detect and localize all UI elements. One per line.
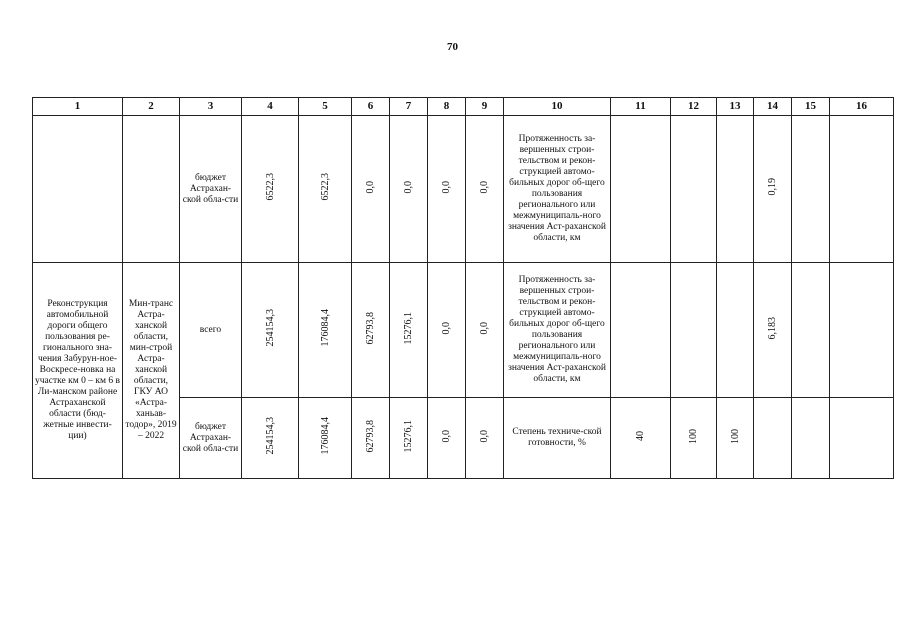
- empty-cell: [792, 398, 830, 479]
- value-cell: [671, 398, 717, 479]
- indicator-cell: Протяженность за-вершенных строи-тельством и рекон-струкцией автомо-бильных дорог об-щего пользования регионального или межмуниципаль-ного значения Аст-раханской области, км: [504, 116, 611, 263]
- value-cell: [466, 263, 504, 398]
- column-header: 9: [466, 98, 504, 116]
- project-name-cell: Реконструкция автомобильной дороги общего пользования ре-гионального зна-чения Забурун-ное-Воскресе-новка на участке км 0 – км 6 в Ли-манском районе Астраханской области (бюд-жетные инвести-ции): [33, 263, 123, 479]
- column-header: 12: [671, 98, 717, 116]
- empty-cell: [717, 263, 754, 398]
- column-header: 4: [242, 98, 299, 116]
- value-text: 254154,3: [264, 309, 276, 347]
- column-header: 14: [754, 98, 792, 116]
- value-cell: [299, 398, 352, 479]
- value-text: 6,183: [767, 316, 778, 340]
- empty-cell: [792, 116, 830, 263]
- value-text: 62793,8: [365, 311, 376, 345]
- column-header: 16: [830, 98, 894, 116]
- value-text: 0,0: [441, 180, 452, 194]
- value-cell: [754, 116, 792, 263]
- empty-cell: [33, 116, 123, 263]
- value-text: 0,19: [767, 178, 778, 196]
- value-text: 15276,1: [403, 419, 414, 453]
- value-text: 100: [729, 428, 741, 444]
- value-text: 0,0: [479, 429, 490, 443]
- table-row: [33, 116, 894, 263]
- value-text: 176084,4: [319, 309, 331, 347]
- column-header: 13: [717, 98, 754, 116]
- funding-source-cell: бюджет Астрахан-ской обла-сти: [180, 398, 242, 479]
- value-text: 6522,3: [319, 173, 331, 201]
- value-cell: [390, 263, 428, 398]
- value-text: 15276,1: [403, 311, 414, 345]
- value-cell: [466, 398, 504, 479]
- header-row: [33, 98, 894, 116]
- value-text: 176084,4: [319, 417, 331, 455]
- value-text: 0,0: [479, 180, 490, 194]
- empty-cell: [611, 116, 671, 263]
- value-cell: [352, 398, 390, 479]
- value-cell: [428, 263, 466, 398]
- page-number: 70: [447, 41, 458, 53]
- column-header: 6: [352, 98, 390, 116]
- column-header: 10: [504, 98, 611, 116]
- value-cell: [242, 398, 299, 479]
- value-text: 0,0: [479, 321, 490, 335]
- column-header: 15: [792, 98, 830, 116]
- empty-cell: [830, 263, 894, 398]
- value-text: 0,0: [365, 180, 376, 194]
- empty-cell: [611, 263, 671, 398]
- value-cell: [352, 263, 390, 398]
- empty-cell: [830, 398, 894, 479]
- value-cell: [352, 116, 390, 263]
- value-text: 0,0: [441, 321, 452, 335]
- value-cell: [428, 398, 466, 479]
- value-cell: [611, 398, 671, 479]
- value-cell: [242, 263, 299, 398]
- value-text: 40: [635, 431, 646, 441]
- program-table: [32, 97, 894, 479]
- funding-source-cell: бюджет Астрахан-ской обла-сти: [180, 116, 242, 263]
- indicator-cell: Степень техниче-ской готовности, %: [504, 398, 611, 479]
- value-text: 0,0: [403, 180, 414, 194]
- value-cell: [242, 116, 299, 263]
- value-cell: [428, 116, 466, 263]
- column-header: 8: [428, 98, 466, 116]
- empty-cell: [830, 116, 894, 263]
- value-text: 254154,3: [264, 417, 276, 455]
- empty-cell: [671, 263, 717, 398]
- value-cell: [466, 116, 504, 263]
- executor-cell: Мин-транс Астра-ханской области, мин-строй Астра-ханской области, ГКУ АО «Астра-ханьав-тодор», 2019 – 2022: [123, 263, 180, 479]
- empty-cell: [792, 263, 830, 398]
- column-header: 1: [33, 98, 123, 116]
- value-cell: [299, 263, 352, 398]
- column-header: 11: [611, 98, 671, 116]
- column-header: 7: [390, 98, 428, 116]
- value-cell: [754, 263, 792, 398]
- value-text: 62793,8: [365, 419, 376, 453]
- empty-cell: [754, 398, 792, 479]
- table-row: [33, 263, 894, 398]
- value-cell: [390, 116, 428, 263]
- indicator-cell: Протяженность за-вершенных строи-тельством и рекон-струкцией автомо-бильных дорог об-щего пользования регионального или межмуниципаль-ного значения Аст-раханской области, км: [504, 263, 611, 398]
- value-text: 6522,3: [264, 173, 276, 201]
- empty-cell: [123, 116, 180, 263]
- column-header: 3: [180, 98, 242, 116]
- value-text: 100: [688, 428, 699, 444]
- empty-cell: [717, 116, 754, 263]
- column-header: 5: [299, 98, 352, 116]
- funding-source-cell: всего: [180, 263, 242, 398]
- value-text: 0,0: [441, 429, 452, 443]
- value-cell: [390, 398, 428, 479]
- empty-cell: [671, 116, 717, 263]
- value-cell: [717, 398, 754, 479]
- column-header: 2: [123, 98, 180, 116]
- value-cell: [299, 116, 352, 263]
